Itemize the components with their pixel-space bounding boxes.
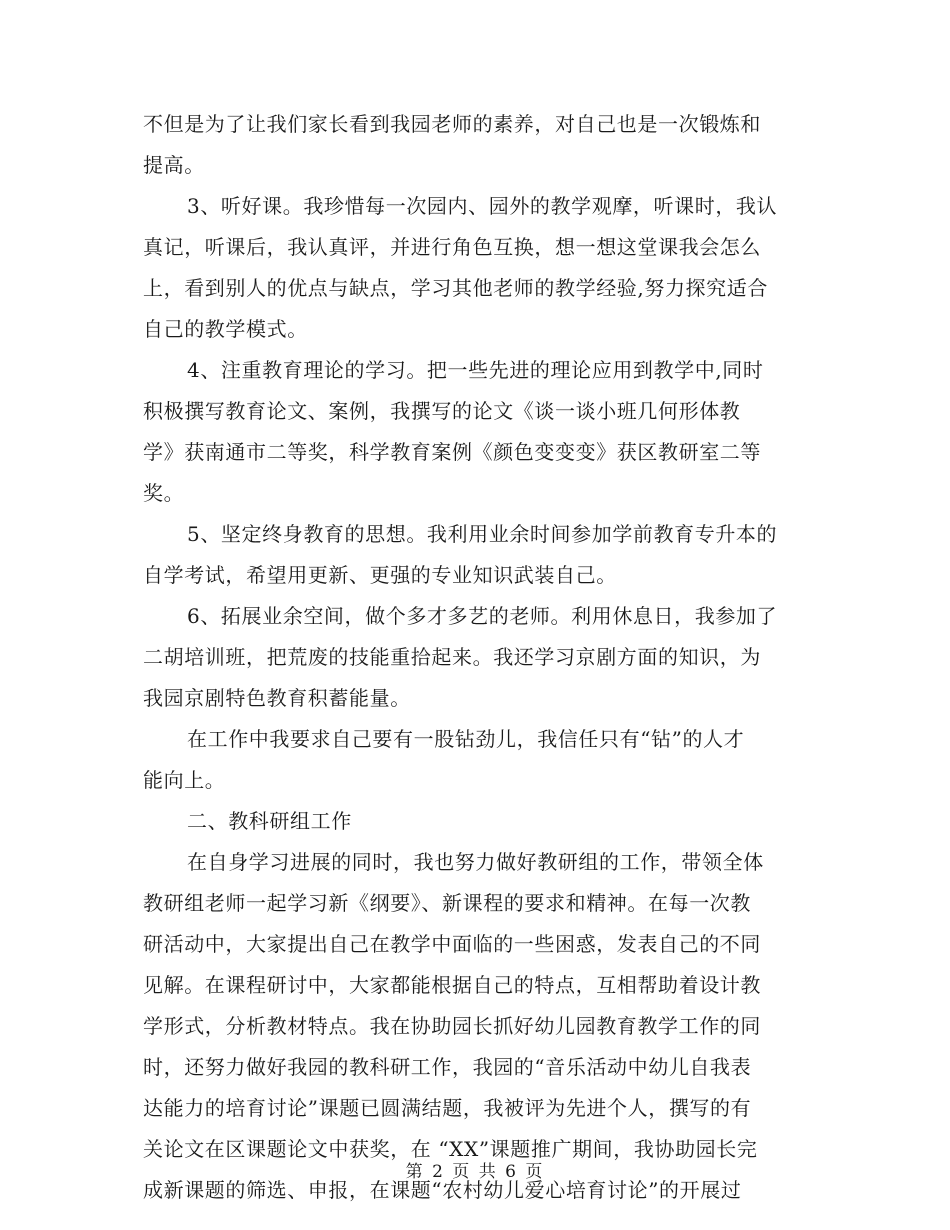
text-line: 时，还努力做好我园的教科研工作，我园的“音乐活动中幼儿自我表 — [143, 1055, 752, 1079]
text-line: 自学考试，希望用更新、更强的专业知识武装自己。 — [143, 563, 617, 587]
text-line: 在自身学习进展的同时，我也努力做好教研组的工作，带领全体 — [187, 850, 764, 874]
text-line: 学形式，分析教材特点。我在协助园长抓好幼儿园教育教学工作的同 — [143, 1014, 761, 1038]
text-line: 学》获南通市二等奖，科学教育案例《颜色变变变》获区教研室二等 — [143, 440, 761, 464]
text-line: 教研组老师一起学习新《纲要》、新课程的要求和精神。在每一次教 — [143, 891, 751, 915]
section-heading: 二、教科研组工作 — [187, 809, 352, 833]
text-line: 不但是为了让我们家长看到我园老师的素养，对自己也是一次锻炼和 — [143, 112, 761, 136]
text-line: 3、听好课。我珍惜每一次园内、园外的教学观摩，听课时，我认 — [187, 194, 778, 218]
document-body — [143, 104, 811, 1211]
text-line: 提高。 — [143, 153, 205, 177]
text-line: 关论文在区课题论文中获奖，在 “XX”课题推广期间，我协助园长完 — [143, 1137, 758, 1161]
text-line: 5、坚定终身教育的思想。我利用业余时间参加学前教育专升本的 — [187, 522, 778, 546]
text-line: 达能力的培育讨论”课题已圆满结题，我被评为先进个人，撰写的有 — [143, 1096, 752, 1120]
text-line: 自己的教学模式。 — [143, 317, 308, 341]
text-line: 积极撰写教育论文、案例，我撰写的论文《谈一谈小班几何形体教 — [143, 399, 741, 423]
text-line: 研活动中，大家提出自己在教学中面临的一些困惑，发表自己的不同 — [143, 932, 761, 956]
text-line: 上，看到别人的优点与缺点，学习其他老师的教学经验,努力探究适合 — [143, 276, 768, 300]
text-line: 真记，听课后，我认真评，并进行角色互换，想一想这堂课我会怎么 — [143, 235, 761, 259]
text-line: 6、拓展业余空间，做个多才多艺的老师。利用休息日，我参加了 — [187, 604, 778, 628]
page-number-footer: 第 2 页 共 6 页 — [405, 1162, 545, 1182]
text-line: 见解。在课程研讨中，大家都能根据自己的特点，互相帮助着设计教 — [143, 973, 761, 997]
text-line: 4、注重教育理论的学习。把一些先进的理论应用到教学中,同时 — [187, 358, 764, 382]
text-line: 奖。 — [143, 481, 185, 505]
text-line: 在工作中我要求自己要有一股钻劲儿，我信任只有“钻”的人才 — [187, 727, 745, 751]
text-line: 我园京剧特色教育积蓄能量。 — [143, 686, 411, 710]
text-line: 二胡培训班，把荒废的技能重拾起来。我还学习京剧方面的知识，为 — [143, 645, 761, 669]
text-line: 成新课题的筛选、申报，在课题“农村幼儿爱心培育讨论”的开展过 — [143, 1178, 742, 1202]
text-line: 能向上。 — [143, 768, 226, 792]
